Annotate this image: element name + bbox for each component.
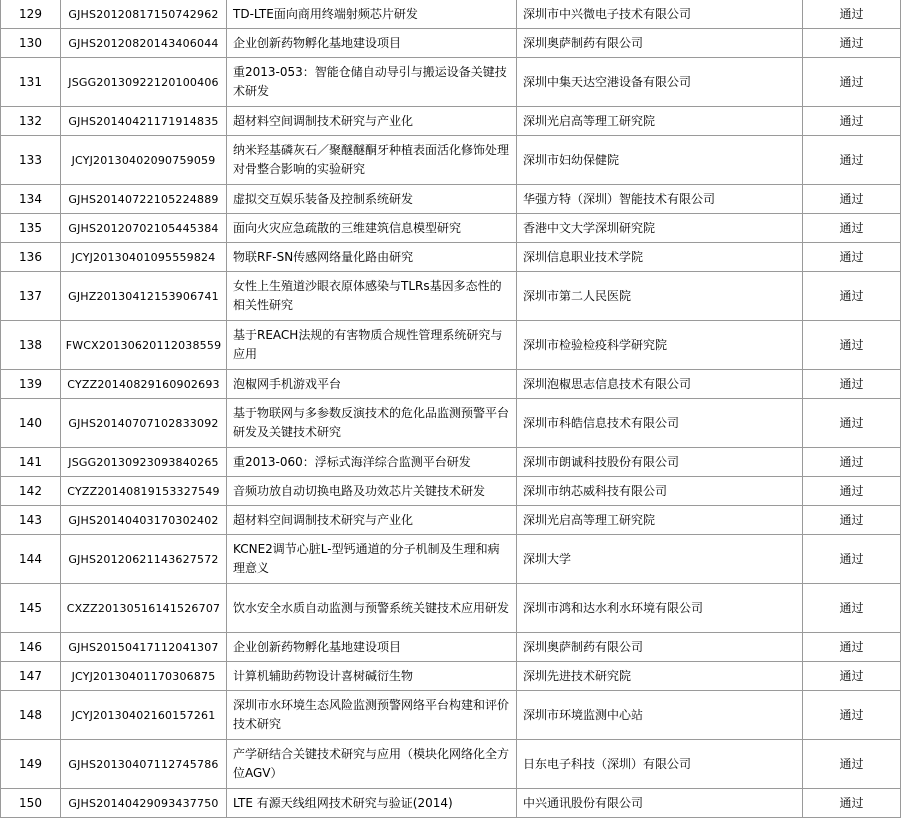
project-code: FWCX20130620112038559 <box>61 321 227 370</box>
project-code: CXZZ20130516141526707 <box>61 584 227 633</box>
table-row <box>1 477 901 506</box>
row-number: 134 <box>1 185 61 214</box>
project-title: 女性上生殖道沙眼衣原体感染与TLRs基因多态性的相关性研究 <box>227 272 517 321</box>
row-number: 138 <box>1 321 61 370</box>
project-title: 纳米羟基磷灰石／聚醚醚酮牙种植表面活化修饰处理对骨整合影响的实验研究 <box>227 136 517 185</box>
project-title: 深圳市水环境生态风险监测预警网络平台构建和评价技术研究 <box>227 691 517 740</box>
project-code: JCYJ20130401095559824 <box>61 243 227 272</box>
project-code: JCYJ20130402090759059 <box>61 136 227 185</box>
organization-name: 深圳市鸿和达水利水环境有限公司 <box>517 584 803 633</box>
review-result: 通过 <box>803 535 901 584</box>
organization-name: 香港中文大学深圳研究院 <box>517 214 803 243</box>
project-title: 饮水安全水质自动监测与预警系统关键技术应用研发 <box>227 584 517 633</box>
organization-name: 深圳奥萨制药有限公司 <box>517 29 803 58</box>
row-number: 133 <box>1 136 61 185</box>
table-row <box>1 633 901 662</box>
review-result: 通过 <box>803 214 901 243</box>
project-title: TD-LTE面向商用终端射频芯片研发 <box>227 0 517 29</box>
table-row <box>1 214 901 243</box>
table-row <box>1 29 901 58</box>
row-number: 148 <box>1 691 61 740</box>
organization-name: 华强方特（深圳）智能技术有限公司 <box>517 185 803 214</box>
row-number: 130 <box>1 29 61 58</box>
row-number: 144 <box>1 535 61 584</box>
row-number: 135 <box>1 214 61 243</box>
table-row <box>1 662 901 691</box>
row-number: 142 <box>1 477 61 506</box>
row-number: 131 <box>1 58 61 107</box>
project-title: 泡椒网手机游戏平台 <box>227 370 517 399</box>
review-result: 通过 <box>803 29 901 58</box>
row-number: 145 <box>1 584 61 633</box>
review-result: 通过 <box>803 185 901 214</box>
project-title: 计算机辅助药物设计喜树碱衍生物 <box>227 662 517 691</box>
row-number: 136 <box>1 243 61 272</box>
table-row <box>1 243 901 272</box>
organization-name: 深圳市科皓信息技术有限公司 <box>517 399 803 448</box>
review-result: 通过 <box>803 662 901 691</box>
project-title: 超材料空间调制技术研究与产业化 <box>227 506 517 535</box>
organization-name: 深圳市中兴微电子技术有限公司 <box>517 0 803 29</box>
organization-name: 深圳市第二人民医院 <box>517 272 803 321</box>
organization-name: 深圳市妇幼保健院 <box>517 136 803 185</box>
review-result: 通过 <box>803 789 901 818</box>
review-result: 通过 <box>803 370 901 399</box>
project-title: 产学研结合关键技术研究与应用（模块化网络化全方位AGV） <box>227 740 517 789</box>
row-number: 140 <box>1 399 61 448</box>
review-result: 通过 <box>803 243 901 272</box>
organization-name: 深圳市纳芯威科技有限公司 <box>517 477 803 506</box>
project-code: GJHS20120820143406044 <box>61 29 227 58</box>
review-result: 通过 <box>803 506 901 535</box>
table-row <box>1 535 901 584</box>
review-result: 通过 <box>803 740 901 789</box>
project-title: 企业创新药物孵化基地建设项目 <box>227 633 517 662</box>
organization-name: 深圳先进技术研究院 <box>517 662 803 691</box>
table-row <box>1 740 901 789</box>
row-number: 143 <box>1 506 61 535</box>
table-row <box>1 136 901 185</box>
organization-name: 深圳光启高等理工研究院 <box>517 506 803 535</box>
review-result: 通过 <box>803 58 901 107</box>
project-code: GJHS20140722105224889 <box>61 185 227 214</box>
project-code: JSGG20130923093840265 <box>61 448 227 477</box>
project-title: 面向火灾应急疏散的三维建筑信息模型研究 <box>227 214 517 243</box>
project-code: GJHS20140707102833092 <box>61 399 227 448</box>
row-number: 129 <box>1 0 61 29</box>
project-code: GJHS20120702105445384 <box>61 214 227 243</box>
table-row <box>1 272 901 321</box>
row-number: 141 <box>1 448 61 477</box>
project-title: 重2013-060：浮标式海洋综合监测平台研发 <box>227 448 517 477</box>
project-code: GJHS20140429093437750 <box>61 789 227 818</box>
project-code: JCYJ20130401170306875 <box>61 662 227 691</box>
review-result: 通过 <box>803 584 901 633</box>
project-code: JSGG20130922120100406 <box>61 58 227 107</box>
table-row <box>1 321 901 370</box>
organization-name: 深圳市检验检疫科学研究院 <box>517 321 803 370</box>
review-result: 通过 <box>803 691 901 740</box>
project-code: GJHS20140403170302402 <box>61 506 227 535</box>
row-number: 139 <box>1 370 61 399</box>
project-code: GJHZ20130412153906741 <box>61 272 227 321</box>
table-row <box>1 185 901 214</box>
table-row <box>1 789 901 818</box>
review-result: 通过 <box>803 399 901 448</box>
review-result: 通过 <box>803 107 901 136</box>
review-result: 通过 <box>803 448 901 477</box>
table-row <box>1 448 901 477</box>
project-code: GJHS20120817150742962 <box>61 0 227 29</box>
project-code: CYZZ20140819153327549 <box>61 477 227 506</box>
organization-name: 深圳市朗诚科技股份有限公司 <box>517 448 803 477</box>
row-number: 146 <box>1 633 61 662</box>
project-code: CYZZ20140829160902693 <box>61 370 227 399</box>
organization-name: 深圳中集天达空港设备有限公司 <box>517 58 803 107</box>
project-code: GJHS20120621143627572 <box>61 535 227 584</box>
project-code: GJHS20140421171914835 <box>61 107 227 136</box>
project-title: KCNE2调节心脏L-型钙通道的分子机制及生理和病理意义 <box>227 535 517 584</box>
organization-name: 深圳大学 <box>517 535 803 584</box>
table-row <box>1 0 901 29</box>
review-result: 通过 <box>803 0 901 29</box>
review-result: 通过 <box>803 136 901 185</box>
review-result: 通过 <box>803 477 901 506</box>
table-body <box>1 0 901 818</box>
row-number: 147 <box>1 662 61 691</box>
project-title: 基于REACH法规的有害物质合规性管理系统研究与应用 <box>227 321 517 370</box>
table-row <box>1 399 901 448</box>
project-title: LTE 有源天线组网技术研究与验证(2014) <box>227 789 517 818</box>
row-number: 149 <box>1 740 61 789</box>
table-row <box>1 107 901 136</box>
review-result: 通过 <box>803 321 901 370</box>
row-number: 137 <box>1 272 61 321</box>
project-title: 音频功放自动切换电路及功效芯片关键技术研发 <box>227 477 517 506</box>
organization-name: 深圳奥萨制药有限公司 <box>517 633 803 662</box>
project-title: 企业创新药物孵化基地建设项目 <box>227 29 517 58</box>
project-title: 虚拟交互娱乐装备及控制系统研发 <box>227 185 517 214</box>
organization-name: 深圳光启高等理工研究院 <box>517 107 803 136</box>
organization-name: 深圳市环境监测中心站 <box>517 691 803 740</box>
organization-name: 中兴通讯股份有限公司 <box>517 789 803 818</box>
row-number: 132 <box>1 107 61 136</box>
table-row <box>1 58 901 107</box>
table-row <box>1 370 901 399</box>
review-result: 通过 <box>803 272 901 321</box>
project-title: 重2013-053：智能仓储自动导引与搬运设备关键技术研发 <box>227 58 517 107</box>
organization-name: 日东电子科技（深圳）有限公司 <box>517 740 803 789</box>
project-code: GJHS20130407112745786 <box>61 740 227 789</box>
row-number: 150 <box>1 789 61 818</box>
table-row <box>1 584 901 633</box>
organization-name: 深圳泡椒思志信息技术有限公司 <box>517 370 803 399</box>
project-title: 物联RF-SN传感网络量化路由研究 <box>227 243 517 272</box>
project-code: GJHS20150417112041307 <box>61 633 227 662</box>
table-row <box>1 506 901 535</box>
review-result: 通过 <box>803 633 901 662</box>
project-title: 超材料空间调制技术研究与产业化 <box>227 107 517 136</box>
project-title: 基于物联网与多参数反演技术的危化品监测预警平台研发及关键技术研究 <box>227 399 517 448</box>
table-row <box>1 691 901 740</box>
project-code: JCYJ20130402160157261 <box>61 691 227 740</box>
organization-name: 深圳信息职业技术学院 <box>517 243 803 272</box>
